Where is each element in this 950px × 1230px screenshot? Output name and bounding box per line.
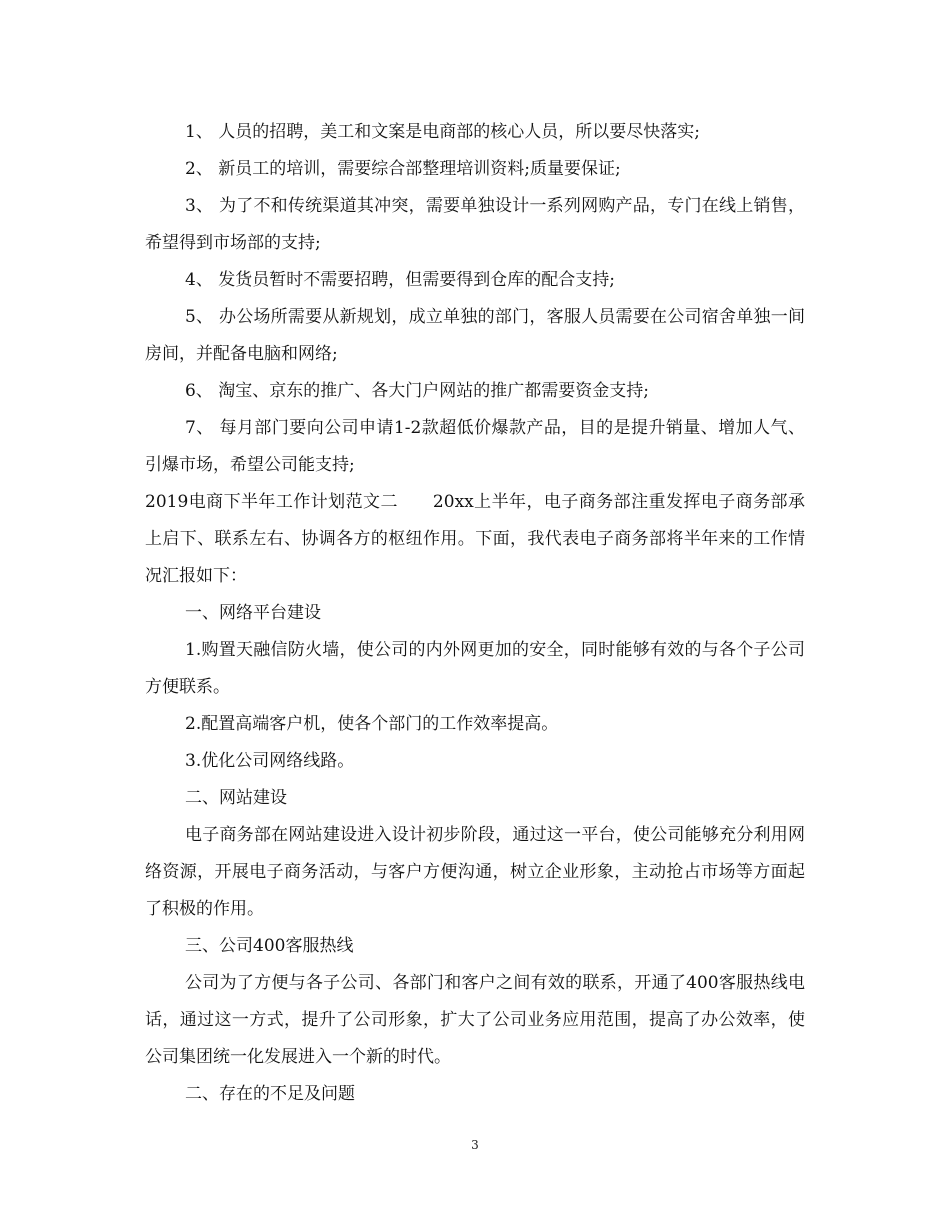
paragraph-2: 2、 新员工的培训，需要综合部整理培训资料;质量要保证; <box>185 159 621 179</box>
paragraph-website: 电子商务部在网站建设进入设计初步阶段，通过这一平台，使公司能够充分利用网络资源，开展电子商务活动，与客户方便沟通，树立企业形象，主动抢占市场等方面起了积极的作用。 <box>145 825 805 919</box>
paragraph-5: 5、 办公场所需要从新规划，成立单独的部门，客服人员需要在公司宿舍单独一间房间，并配备电脑和网络; <box>145 307 805 364</box>
paragraph-firewall: 1.购置天融信防火墙，使公司的内外网更加的安全，同时能够有效的与各个子公司方便联系。 <box>145 640 805 697</box>
paragraph-4: 4、 发货员暂时不需要招聘，但需要得到仓库的配合支持; <box>185 270 615 290</box>
document-body <box>145 114 805 1113</box>
paragraph-6: 6、 淘宝、京东的推广、各大门户网站的推广都需要资金支持; <box>185 381 649 401</box>
paragraph-7: 7、 每月部门要向公司申请1-2款超低价爆款产品，目的是提升销量、增加人气、引爆市场，希望公司能支持; <box>145 418 805 475</box>
section-intro-paragraph: 2019电商下半年工作计划范文二 20xx上半年，电子商务部注重发挥电子商务部承上启下、联系左右、协调各方的枢纽作用。下面，我代表电子商务部将半年来的工作情况汇报如下： <box>145 492 805 586</box>
heading-issues: 二、存在的不足及问题 <box>185 1084 355 1104</box>
page-number: 3 <box>471 1138 479 1152</box>
paragraph-client-machines: 2.配置高端客户机，使各个部门的工作效率提高。 <box>185 714 559 734</box>
paragraph-hotline: 公司为了方便与各子公司、各部门和客户之间有效的联系，开通了400客服热线电话，通过这一方式，提升了公司形象，扩大了公司业务应用范围，提高了办公效率，使公司集团统一化发展进入一个新的时代。 <box>145 973 805 1067</box>
heading-hotline: 三、公司400客服热线 <box>185 936 354 956</box>
paragraph-network-lines: 3.优化公司网络线路。 <box>185 751 355 771</box>
paragraph-3: 3、 为了不和传统渠道其冲突，需要单独设计一系列网购产品，专门在线上销售，希望得到市场部的支持; <box>145 196 805 253</box>
heading-network-platform: 一、网络平台建设 <box>185 603 321 623</box>
paragraph-1: 1、 人员的招聘，美工和文案是电商部的核心人员，所以要尽快落实; <box>185 122 700 142</box>
heading-website: 二、网站建设 <box>185 788 287 808</box>
